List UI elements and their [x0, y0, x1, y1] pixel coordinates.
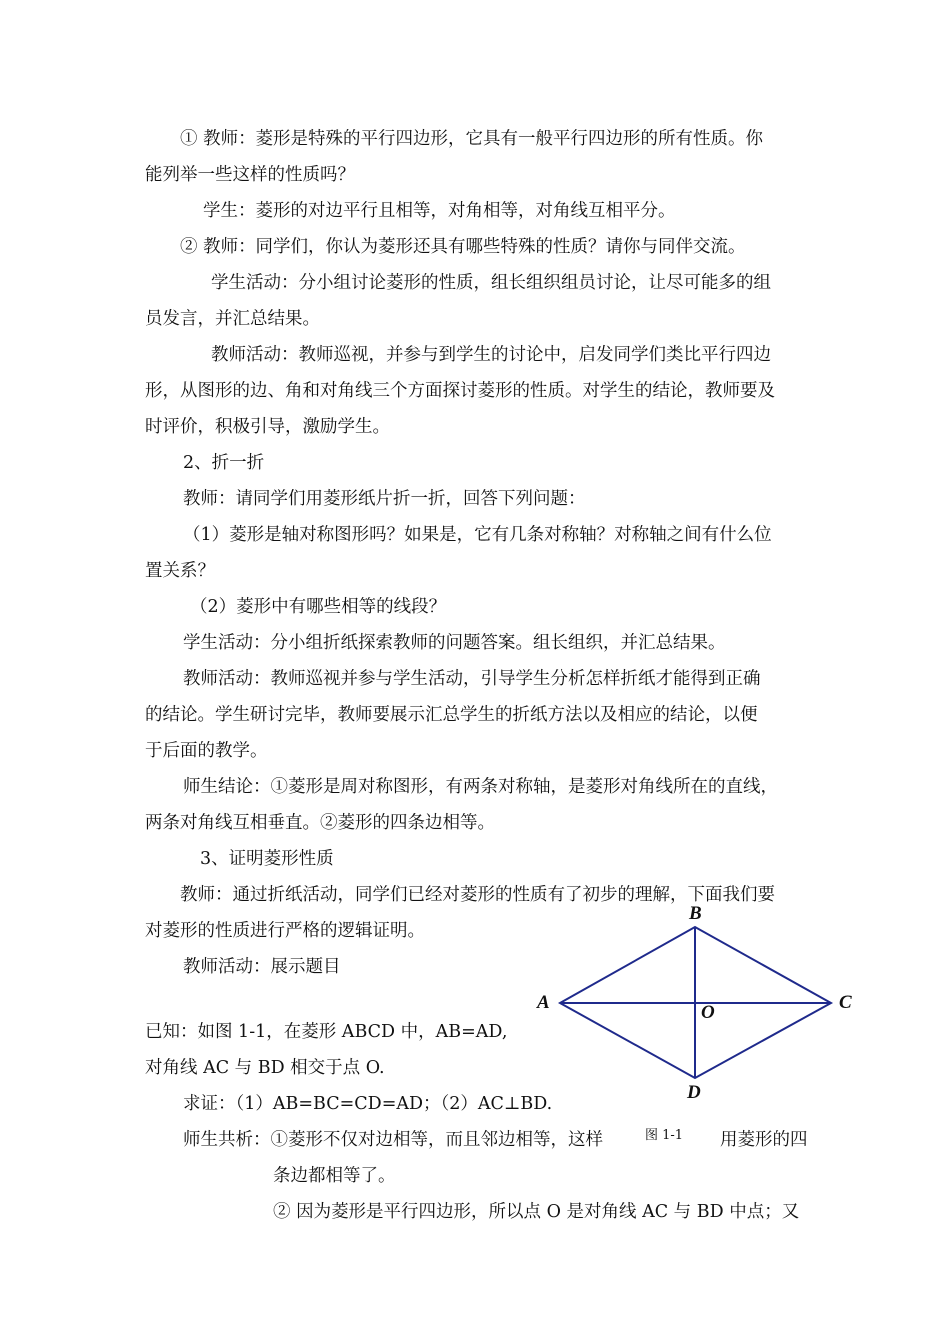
- rhombus-diagram: [520, 895, 860, 1105]
- text-line-5: 学生活动：分小组讨论菱形的性质，组长组织组员讨论，让尽可能多的组: [211, 273, 771, 293]
- text-line-23: 对菱形的性质进行严格的逻辑证明。: [145, 921, 425, 941]
- section-heading-3: 3、证明菱形性质: [200, 849, 334, 869]
- text-line-7: 教师活动：教师巡视，并参与到学生的讨论中，启发同学们类比平行四边: [211, 345, 771, 365]
- text-line-17: 的结论。学生研讨完毕，教师要展示汇总学生的折纸方法以及相应的结论，以便: [145, 705, 758, 725]
- vertex-label-a: A: [537, 992, 550, 1013]
- prove-line: 求证：（1）AB=BC=CD=AD；（2）AC⊥BD.: [183, 1094, 553, 1114]
- text-line-2: 能列举一些这样的性质吗？: [145, 165, 355, 185]
- text-line-1: ① 教师：菱形是特殊的平行四边形，它具有一般平行四边形的所有性质。你: [180, 129, 764, 149]
- text-line-12: （1）菱形是轴对称图形吗？如果是，它有几条对称轴？对称轴之间有什么位: [183, 525, 772, 545]
- text-line-6: 员发言，并汇总结果。: [145, 309, 320, 329]
- text-line-22: 教师：通过折纸活动，同学们已经对菱形的性质有了初步的理解，下面我们要: [180, 885, 775, 905]
- text-line-16: 教师活动：教师巡视并参与学生活动，引导学生分析怎样折纸才能得到正确: [183, 669, 761, 689]
- text-line-11: 教师：请同学们用菱形纸片折一折，回答下列问题：: [183, 489, 586, 509]
- analysis-line-1a: 师生共析：①菱形不仅对边相等，而且邻边相等，这样: [183, 1130, 603, 1150]
- text-line-13: 置关系？: [145, 561, 215, 581]
- given-line-1: 已知：如图 1-1，在菱形 ABCD 中，AB=AD,: [145, 1022, 508, 1042]
- analysis-line-3: ② 因为菱形是平行四边形，所以点 O 是对角线 AC 与 BD 中点；又: [273, 1202, 800, 1222]
- vertex-label-b: B: [689, 903, 702, 924]
- vertex-label-c: C: [839, 992, 852, 1013]
- text-line-20: 两条对角线互相垂直。②菱形的四条边相等。: [145, 813, 495, 833]
- given-line-2: 对角线 AC 与 BD 相交于点 O.: [145, 1058, 385, 1078]
- text-line-18: 于后面的教学。: [145, 741, 268, 761]
- analysis-line-1b: 用菱形的四: [720, 1130, 808, 1150]
- text-line-3: 学生：菱形的对边平行且相等，对角相等，对角线互相平分。: [203, 201, 676, 221]
- vertex-label-d: D: [687, 1082, 701, 1103]
- text-line-24: 教师活动：展示题目: [183, 957, 341, 977]
- analysis-line-2: 条边都相等了。: [273, 1166, 396, 1186]
- section-heading-2: 2、折一折: [183, 453, 265, 473]
- text-line-15: 学生活动：分小组折纸探索教师的问题答案。组长组织，并汇总结果。: [183, 633, 726, 653]
- text-line-9: 时评价，积极引导，激励学生。: [145, 417, 390, 437]
- text-line-8: 形，从图形的边、角和对角线三个方面探讨菱形的性质。对学生的结论，教师要及: [145, 381, 775, 401]
- center-label-o: O: [701, 1002, 715, 1023]
- figure-caption: 图 1-1: [645, 1128, 684, 1143]
- text-line-4: ② 教师：同学们，你认为菱形还具有哪些特殊的性质？请你与同伴交流。: [180, 237, 746, 257]
- text-line-14: （2）菱形中有哪些相等的线段？: [190, 597, 447, 617]
- text-line-19: 师生结论：①菱形是周对称图形，有两条对称轴，是菱形对角线所在的直线，: [183, 777, 778, 797]
